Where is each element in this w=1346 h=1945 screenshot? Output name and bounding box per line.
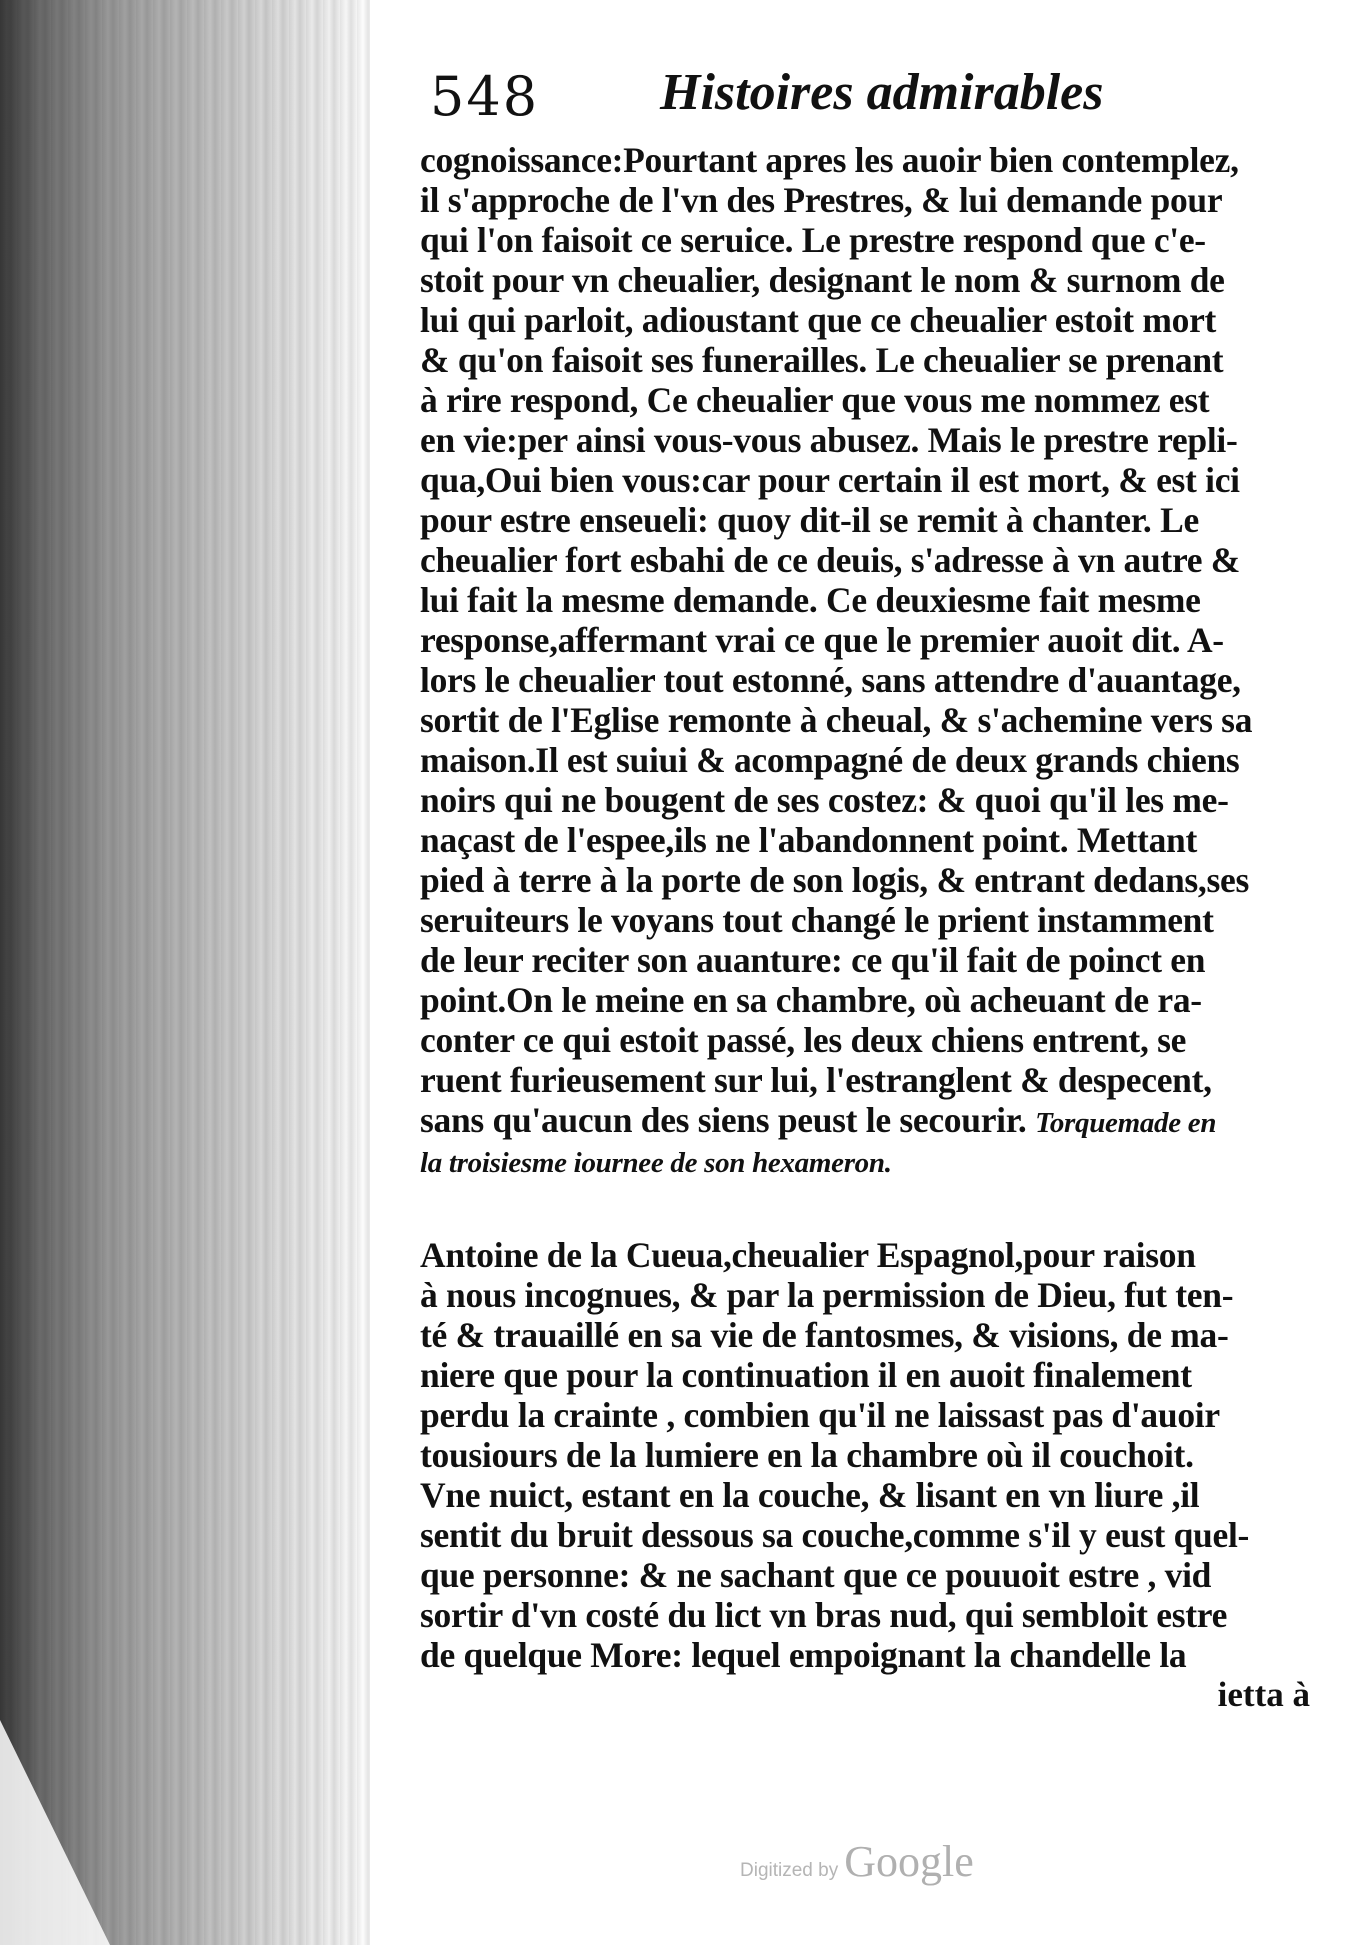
text-line: tousiours de la lumiere en la chambre où il couchoit. xyxy=(420,1435,1194,1475)
text-line: qui l'on faisoit ce seruice. Le prestre respond que c'e- xyxy=(420,220,1206,260)
text-line: noirs qui ne bougent de ses costez: & quoi qu'il les me- xyxy=(420,780,1229,820)
text-line: qua,Oui bien vous:car pour certain il est mort, & est ici xyxy=(420,460,1240,500)
page-number: 548 xyxy=(430,65,540,128)
paragraph-2 xyxy=(420,1235,1320,1675)
text-line: sortir d'vn costé du lict vn bras nud, qui sembloit estre xyxy=(420,1595,1228,1635)
text-line: pied à terre à la porte de son logis, & entrant dedans,ses xyxy=(420,860,1249,900)
text-line xyxy=(420,1100,1320,1143)
text-line: en vie:per ainsi vous-vous abusez. Mais le prestre repli- xyxy=(420,420,1238,460)
text-line: response,affermant vrai ce que le premier auoit dit. A- xyxy=(420,620,1224,660)
text-line: naçast de l'espee,ils ne l'abandonnent point. Mettant xyxy=(420,820,1197,860)
text-line: à rire respond, Ce cheualier que vous me nommez est xyxy=(420,380,1210,420)
text-line: que personne: & ne sachant que ce pouuoit estre , vid xyxy=(420,1555,1212,1595)
page-header xyxy=(420,60,1320,140)
text-line: à nous incognues, & par la permission de Dieu, fut ten- xyxy=(420,1275,1234,1315)
text-line: maison.Il est suiui & acompagné de deux grands chiens xyxy=(420,740,1240,780)
text-line: pour estre enseueli: quoy dit-il se remit à chanter. Le xyxy=(420,500,1199,540)
running-title: Histoires admirables xyxy=(660,64,1104,121)
citation-inline: Torquemade en xyxy=(1035,1107,1217,1139)
text-line: té & trauaillé en sa vie de fantosmes, & visions, de ma- xyxy=(420,1315,1229,1355)
text-line: ruent furieusement sur lui, l'estranglent & despecent, xyxy=(420,1060,1212,1100)
book-gutter-shadow xyxy=(0,0,370,1945)
text-line: Vne nuict, estant en la couche, & lisant en vn liure ,il xyxy=(420,1475,1200,1515)
page-edge-cut xyxy=(0,1720,110,1945)
text-line: sortit de l'Eglise remonte à cheual, & s'achemine vers sa xyxy=(420,700,1253,740)
digitized-by-label: Digitized by xyxy=(740,1860,839,1881)
text-line-end: sans qu'aucun des siens peust le secourir. xyxy=(420,1100,1027,1140)
text-line: Antoine de la Cueua,cheualier Espagnol,pour raison xyxy=(420,1235,1196,1275)
book-page xyxy=(420,60,1320,1715)
text-line: seruiteurs le voyans tout changé le prient instamment xyxy=(420,900,1214,940)
text-line: de quelque More: lequel empoignant la chandelle la xyxy=(420,1635,1187,1675)
text-line: de leur reciter son auanture: ce qu'il fait de poinct en xyxy=(420,940,1206,980)
text-line: conter ce qui estoit passé, les deux chiens entrent, se xyxy=(420,1020,1187,1060)
text-line: niere que pour la continuation il en auoit finalement xyxy=(420,1355,1192,1395)
text-line: sentit du bruit dessous sa couche,comme s'il y eust quel- xyxy=(420,1515,1250,1555)
text-line: lui qui parloit, adioustant que ce cheualier estoit mort xyxy=(420,300,1217,340)
text-line: stoit pour vn cheualier, designant le nom & surnom de xyxy=(420,260,1225,300)
text-line: lors le cheualier tout estonné, sans attendre d'auantage, xyxy=(420,660,1241,700)
paragraph-1 xyxy=(420,140,1320,1183)
google-logo: Google xyxy=(844,1837,974,1886)
citation-line: la troisiesme iournee de son hexameron. xyxy=(420,1147,892,1179)
text-line: il s'approche de l'vn des Prestres, & lui demande pour xyxy=(420,180,1223,220)
text-line: cognoissance:Pourtant apres les auoir bien contemplez, xyxy=(420,140,1239,180)
text-line: & qu'on faisoit ses funerailles. Le cheualier se prenant xyxy=(420,340,1224,380)
text-line: lui fait la mesme demande. Ce deuxiesme fait mesme xyxy=(420,580,1201,620)
catchword: ietta à xyxy=(1217,1675,1310,1714)
text-line: perdu la crainte , combien qu'il ne laissast pas d'auoir xyxy=(420,1395,1220,1435)
text-line: point.On le meine en sa chambre, où acheuant de ra- xyxy=(420,980,1202,1020)
text-line: cheualier fort esbahi de ce deuis, s'adresse à vn autre & xyxy=(420,540,1241,580)
digitized-by-watermark xyxy=(740,1836,974,1887)
